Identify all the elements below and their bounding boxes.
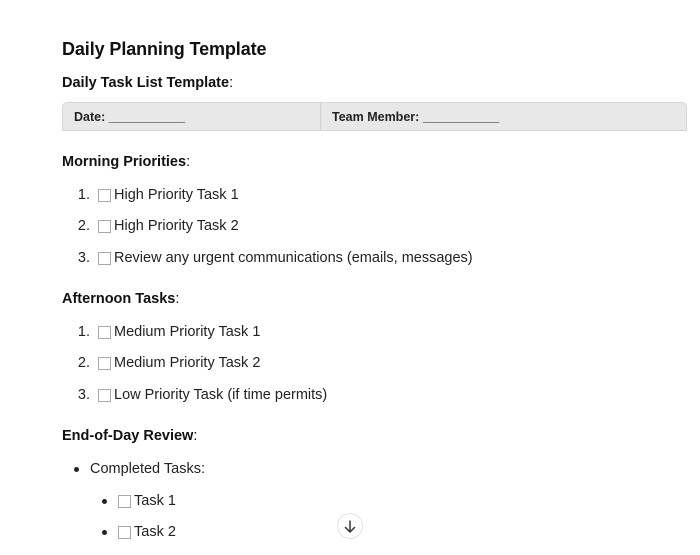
subtitle-text: Daily Task List Template bbox=[62, 75, 230, 91]
section-heading-text: Afternoon Tasks bbox=[62, 291, 176, 307]
item-label: Review any urgent communications (emails, messages) bbox=[114, 250, 473, 266]
item-number: 1. bbox=[77, 324, 90, 340]
subtitle bbox=[62, 75, 233, 91]
list-item bbox=[62, 322, 260, 342]
section-heading-text: Morning Priorities bbox=[62, 154, 187, 170]
document-title: Daily Planning Template bbox=[62, 39, 267, 59]
section-heading-morning bbox=[62, 154, 190, 170]
checkbox[interactable] bbox=[98, 189, 111, 202]
item-number: 2. bbox=[77, 218, 90, 234]
bullet-icon bbox=[102, 530, 107, 535]
section-heading-end-of-day bbox=[62, 428, 197, 444]
checkbox[interactable] bbox=[118, 526, 131, 539]
item-label: Task 2 bbox=[134, 524, 176, 540]
checkbox[interactable] bbox=[98, 357, 111, 370]
checkbox[interactable] bbox=[98, 389, 111, 402]
list-item bbox=[62, 216, 239, 236]
checkbox[interactable] bbox=[118, 495, 131, 508]
section-heading-text: End-of-Day Review bbox=[62, 428, 194, 444]
bullet-item bbox=[62, 459, 205, 479]
item-label: Low Priority Task (if time permits) bbox=[114, 387, 328, 403]
item-label: High Priority Task 2 bbox=[114, 218, 239, 234]
item-number: 3. bbox=[77, 250, 90, 266]
checkbox[interactable] bbox=[98, 252, 111, 265]
list-item bbox=[62, 185, 239, 205]
section-heading-afternoon bbox=[62, 291, 179, 307]
list-item bbox=[62, 248, 473, 268]
bullet-icon bbox=[102, 499, 107, 504]
item-label: Medium Priority Task 1 bbox=[114, 324, 261, 340]
scroll-to-bottom-button[interactable] bbox=[337, 513, 363, 539]
item-label: Medium Priority Task 2 bbox=[114, 355, 261, 371]
sub-bullet-item bbox=[90, 522, 176, 542]
section-heading-colon: : bbox=[175, 291, 180, 307]
info-table bbox=[62, 102, 687, 131]
bullet-icon bbox=[74, 467, 79, 472]
list-item bbox=[62, 385, 327, 405]
item-number: 2. bbox=[77, 355, 90, 371]
item-number: 1. bbox=[77, 187, 90, 203]
list-item bbox=[62, 353, 260, 373]
item-label: Task 1 bbox=[134, 493, 176, 509]
item-number: 3. bbox=[77, 387, 90, 403]
team-member-cell: Team Member: ___________ bbox=[332, 110, 500, 124]
sub-bullet-item bbox=[90, 491, 176, 511]
subtitle-colon: : bbox=[229, 75, 234, 91]
date-cell: Date: ___________ bbox=[63, 103, 321, 130]
checkbox[interactable] bbox=[98, 326, 111, 339]
bullet-label: Completed Tasks: bbox=[90, 461, 205, 477]
arrow-down-icon bbox=[344, 520, 356, 533]
item-label: High Priority Task 1 bbox=[114, 187, 239, 203]
checkbox[interactable] bbox=[98, 220, 111, 233]
section-heading-colon: : bbox=[193, 428, 198, 444]
section-heading-colon: : bbox=[186, 154, 191, 170]
